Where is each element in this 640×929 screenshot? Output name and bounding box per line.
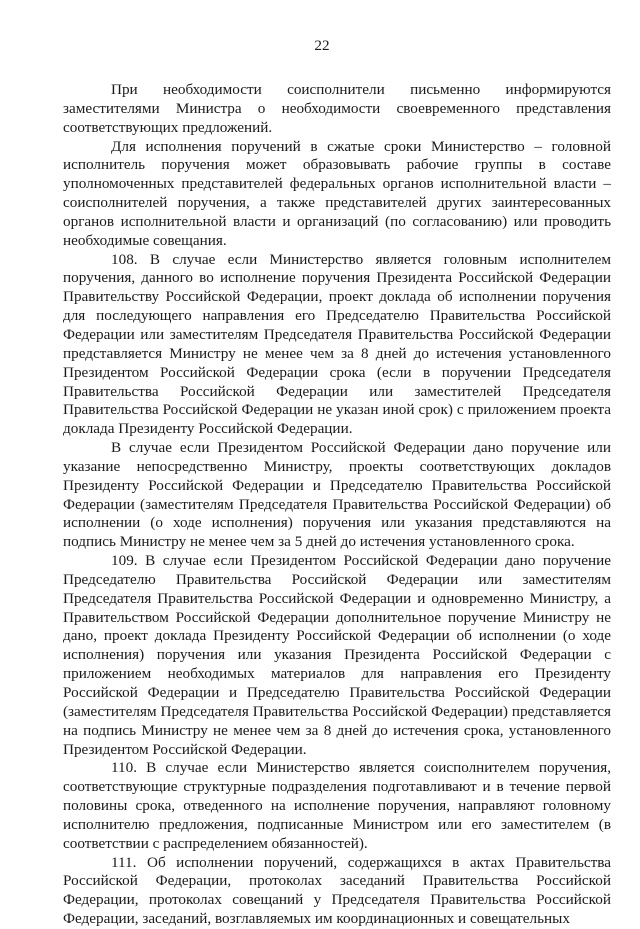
paragraph-108-direct-instruction: В случае если Президентом Российской Федерации дано поручение или указание непосредственно Министру, проекты соответствующих докладов Президенту Российской Федерации и Председателю Правительства Российской Федерации (заместителям Председателя Правительства Российской Федерации) об исполнении (о ходе исполнения) поручения или указания представляются на подпись Министру не менее чем за 5 дней до истечения установленного срока. — [63, 439, 611, 551]
page-number: 22 — [314, 37, 330, 54]
paragraph-110: 110. В случае если Министерство является соисполнителем поручения, соответствующие структурные подразделения подготавливают и в течение первой половины срока, отведенного на исполнение поручения, направляют головному исполнителю предложения, подписанные Министром или его заместителем (в соответствии с распределением обязанностей). — [63, 759, 611, 852]
paragraph-109: 109. В случае если Президентом Российской Федерации дано поручение Председателю Правительства Российской Федерации или заместителям Председателя Правительства Российской Федерации и одновременно Министру, а Правительством Российской Федерации дополнительное поручение Министру не дано, проект доклада Президенту Российской Федерации об исполнении (о ходе исполнения) поручения или указания Президента Российской Федерации с приложением необходимых материалов для направления его Президенту Российской Федерации и Председателю Правительства Российской Федерации (заместителям Председателя Правительства Российской Федерации) представляется на подпись Министру не менее чем за 8 дней до истечения срока, установленного Президентом Российской Федерации. — [63, 552, 611, 758]
paragraph-111: 111. Об исполнении поручений, содержащихся в актах Правительства Российской Федерации, протоколах заседаний Правительства Российской Федерации, протоколах совещаний у Председателя Правительства Российской Федерации, заседаний, возглавляемых им координационных и совещательных — [63, 853, 611, 928]
paragraph-108: 108. В случае если Министерство является головным исполнителем поручения, данного во исполнение поручения Президента Российской Федерации Правительству Российской Федерации, проект доклада об исполнении поручения для последующего направления его Председателю Правительства Российской Федерации или заместителям Председателя Правительства Российской Федерации представляется Министру не менее чем за 8 дней до истечения установленного Президентом Российской Федерации срока (если в поручении Председателя Правительства Российской Федерации или заместителей Председателя Правительства Российской Федерации не указан иной срок) с приложением проекта доклада Президенту Российской Федерации. — [63, 250, 611, 438]
paragraph-notification: При необходимости соисполнители письменно информируются заместителями Министра о необходимости своевременного представления соответствующих предложений. — [63, 81, 611, 136]
paragraph-working-groups: Для исполнения поручений в сжатые сроки Министерство – головной исполнитель поручения может образовывать рабочие группы в составе уполномоченных представителей федеральных органов исполнительной власти – соисполнителей поручения, а также представителей других заинтересованных органов исполнительной власти и организаций (по согласованию) или проводить необходимые совещания. — [63, 137, 611, 249]
